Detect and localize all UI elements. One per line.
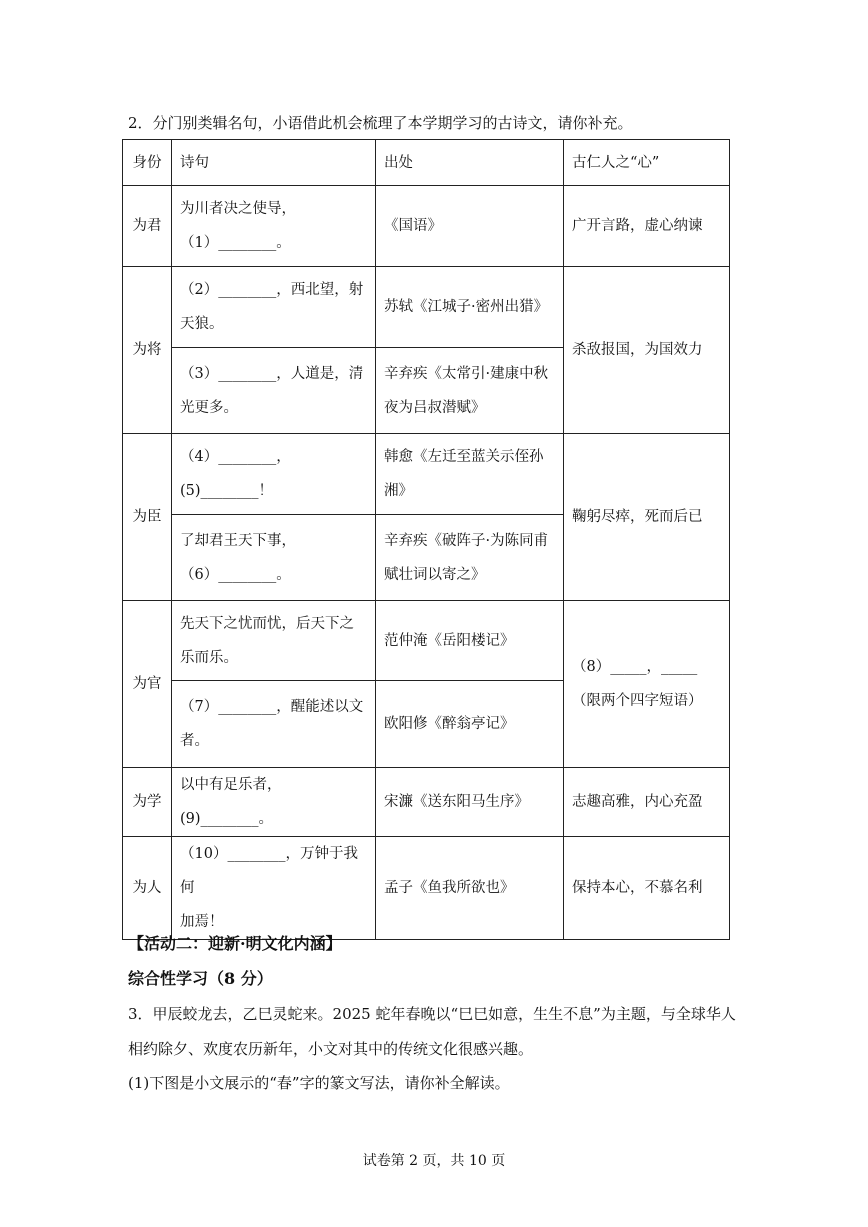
role-cell: 为人	[123, 837, 172, 940]
verse-cell	[172, 267, 376, 348]
verse-cell	[172, 186, 376, 267]
role-cell: 为官	[123, 601, 172, 768]
source-cell	[376, 515, 564, 601]
verse-line: 先天下之忧而忧，后天下之	[180, 615, 354, 632]
verse-cell	[172, 515, 376, 601]
heart-cell: 杀敌报国，为国效力	[564, 267, 730, 434]
verse-line: （1）________。	[180, 235, 291, 251]
source-cell	[376, 348, 564, 434]
verse-line: （10）________，万钟于我何	[180, 846, 358, 896]
verse-cell: 以中有足乐者，(9)________。	[172, 768, 376, 837]
heart-line: （8）_____，_____	[572, 659, 698, 675]
page-footer: 试卷第 2 页，共 10 页	[362, 1153, 506, 1169]
verse-line: （6）________。	[180, 566, 291, 583]
role-cell: 为君	[123, 186, 172, 267]
heart-cell: 鞠躬尽瘁，死而后已	[564, 434, 730, 601]
verse-line: 了却君王天下事，	[180, 532, 296, 549]
verse-line: （2）________，西北望，射	[180, 282, 364, 298]
source-cell	[376, 434, 564, 515]
verse-line: 光更多。	[180, 399, 238, 416]
source-line: 韩愈《左迁至蓝关示侄孙	[384, 449, 544, 465]
source-line: 辛弃疾《破阵子·为陈同甫	[384, 532, 549, 549]
question-3-line-1: 3．甲辰蛟龙去，乙巳灵蛇来。2025 蛇年春晚以“巳巳如意，生生不息”为主题，与全球华人	[128, 1005, 736, 1023]
verse-line: 天狼。	[180, 316, 224, 332]
heart-cell: 志趣高雅，内心充盈	[564, 768, 730, 837]
question-2-intro: 2．分门别类辑名句，小语借此机会梳理了本学期学习的古诗文，请你补充。	[128, 114, 633, 132]
source-cell: 宋濂《送东阳马生序》	[376, 768, 564, 837]
table-row	[123, 601, 730, 681]
source-cell: 欧阳修《醉翁亭记》	[376, 681, 564, 768]
table-header-row	[123, 140, 730, 186]
verse-line: 为川者决之使导，	[180, 201, 296, 217]
role-cell: 为学	[123, 768, 172, 837]
table-row	[123, 768, 730, 837]
heart-cell: 广开言路，虚心纳谏	[564, 186, 730, 267]
activity-2-subtitle: 综合性学习（8 分）	[128, 969, 273, 988]
question-3-line-2: 相约除夕、欢度农历新年，小文对其中的传统文化很感兴趣。	[128, 1040, 534, 1058]
question-3-sub-1: (1)下图是小文展示的“春”字的篆文写法，请你补全解读。	[128, 1074, 510, 1092]
source-line: 赋壮词以寄之》	[384, 566, 486, 583]
poem-table	[122, 139, 730, 940]
source-cell: 范仲淹《岳阳楼记》	[376, 601, 564, 681]
verse-line: 者。	[180, 733, 209, 749]
table-row	[123, 434, 730, 515]
verse-cell	[172, 681, 376, 768]
source-line: 辛弃疾《太常引·建康中秋	[384, 365, 549, 382]
source-line: 夜为吕叔潜赋》	[384, 399, 486, 416]
verse-cell	[172, 348, 376, 434]
source-cell: 孟子《鱼我所欲也》	[376, 837, 564, 940]
role-cell: 为臣	[123, 434, 172, 601]
verse-cell	[172, 837, 376, 940]
header-role: 身份	[123, 140, 172, 186]
heart-cell	[564, 601, 730, 768]
activity-2-title: 【活动二：迎新·明文化内涵】	[128, 934, 342, 953]
header-heart: 古仁人之“心”	[564, 140, 730, 186]
verse-line: （3）________，人道是，清	[180, 365, 364, 382]
verse-line: 加焉！	[180, 914, 224, 930]
table-row	[123, 186, 730, 267]
source-cell: 《国语》	[376, 186, 564, 267]
role-cell: 为将	[123, 267, 172, 434]
heart-cell: 保持本心，不慕名利	[564, 837, 730, 940]
source-cell: 苏轼《江城子·密州出猎》	[376, 267, 564, 348]
source-line: 湘》	[384, 483, 413, 499]
table-row	[123, 837, 730, 940]
header-verse: 诗句	[172, 140, 376, 186]
verse-line: 乐而乐。	[180, 649, 238, 666]
verse-line: （7）________，醒能述以文	[180, 699, 364, 715]
header-source: 出处	[376, 140, 564, 186]
heart-line: （限两个四字短语）	[572, 693, 703, 709]
table-row	[123, 267, 730, 348]
verse-cell	[172, 601, 376, 681]
verse-cell: （4）________，(5)________！	[172, 434, 376, 515]
